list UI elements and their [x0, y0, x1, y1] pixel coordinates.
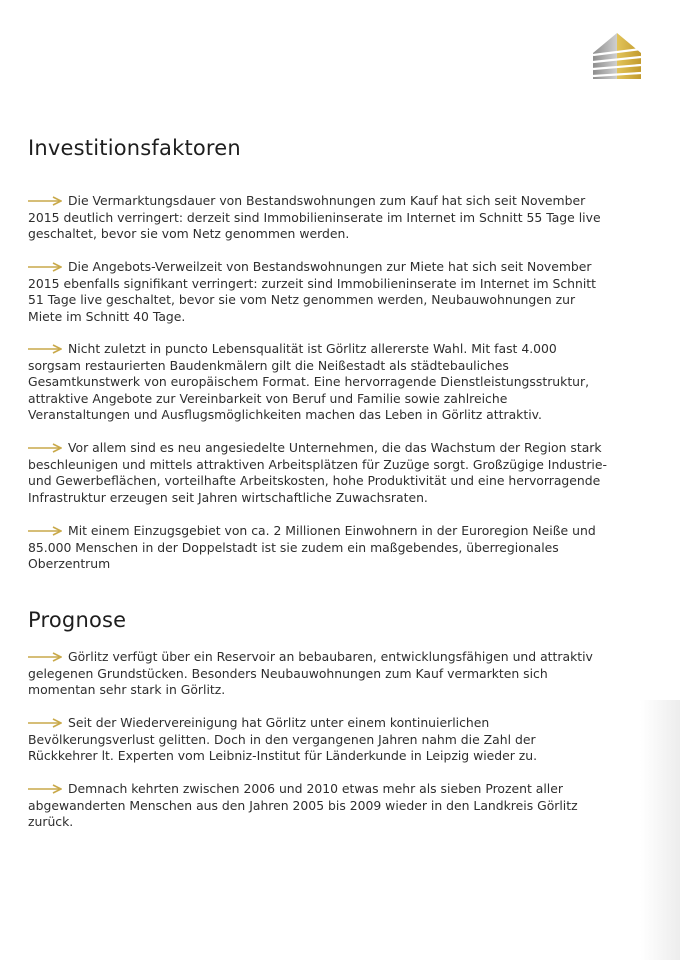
bullet-paragraph [28, 193, 608, 243]
section-title-investitionsfaktoren: Investitionsfaktoren [28, 136, 241, 160]
page-edge-shadow [640, 700, 680, 960]
bullet-paragraph [28, 259, 608, 325]
arrow-right-icon [28, 262, 62, 272]
bullet-paragraph [28, 781, 608, 831]
paragraph-text: Demnach kehrten zwischen 2006 und 2010 etwas mehr als sieben Prozent aller abgewanderten Menschen aus den Jahren 2005 bis 2009 wieder in den Landkreis Görlitz zurück. [28, 781, 578, 830]
paragraph-text: Vor allem sind es neu angesiedelte Unternehmen, die das Wachstum der Region stark beschleunigen und mittels attraktiven Arbeitsplätzen für Zuzüge sorgt. Großzügige Industrie- und Gewerbeflächen, vorteilhafte Arbeitskosten, hohe Produktivität und eine hervorragende Infrastruktur erzeugen seit Jahren wirtschaftliche Zuwachsraten. [28, 440, 607, 505]
arrow-right-icon [28, 196, 62, 206]
arrow-right-icon [28, 443, 62, 453]
paragraph-text: Görlitz verfügt über ein Reservoir an bebaubaren, entwicklungsfähigen und attraktiv gelegenen Grundstücken. Besonders Neubauwohnungen zum Kauf vermarkten sich momentan sehr stark in Görlitz. [28, 649, 593, 698]
arrow-right-icon [28, 526, 62, 536]
arrow-right-icon [28, 344, 62, 354]
bullet-paragraph [28, 440, 608, 506]
bullet-paragraph [28, 523, 608, 573]
paragraph-text: Seit der Wiedervereinigung hat Görlitz unter einem kontinuierlichen Bevölkerungsverlust gelitten. Doch in den vergangenen Jahren nahm die Zahl der Rückkehrer lt. Experten vom Leibniz-Institut für Länderkunde in Leipzig wieder zu. [28, 715, 538, 764]
paragraph-text: Die Vermarktungsdauer von Bestandswohnungen zum Kauf hat sich seit November 2015 deutlich verringert: derzeit sind Immobilieninserate im Internet im Schnitt 55 Tage live geschaltet, bevor sie vom Netz genommen werden. [28, 193, 601, 242]
bullet-paragraph [28, 715, 608, 765]
bullet-paragraph [28, 341, 608, 424]
arrow-right-icon [28, 718, 62, 728]
paragraph-text: Mit einem Einzugsgebiet von ca. 2 Millionen Einwohnern in der Euroregion Neiße und 85.000 Menschen in der Doppelstadt ist sie zudem ein maßgebendes, überregionales Oberzentrum [28, 523, 596, 572]
building-stripes-icon [593, 33, 641, 79]
paragraph-text: Die Angebots-Verweilzeit von Bestandswohnungen zur Miete hat sich seit November 2015 ebenfalls signifikant verringert: zurzeit sind Immobilieninserate im Internet im Schnitt 51 Tage live geschaltet, bevor sie vom Netz genommen werden, Neubauwohnungen zur Miete im Schnitt 40 Tage. [28, 259, 596, 324]
bullet-paragraph [28, 649, 608, 699]
paragraph-text: Nicht zuletzt in puncto Lebensqualität ist Görlitz allererste Wahl. Mit fast 4.000 sorgsam restaurierten Baudenkmälern gilt die Neißestadt als städtebauliches Gesamtkunstwerk von europäischem Format. Eine hervorragende Dienstleistungsstruktur, attraktive Angebote zur Vereinbarkeit von Beruf und Familie sowie zahlreiche Veranstaltungen und Ausflugsmöglichkeiten machen das Leben in Görlitz attraktiv. [28, 341, 590, 423]
section-title-prognose: Prognose [28, 608, 127, 632]
arrow-right-icon [28, 652, 62, 662]
arrow-right-icon [28, 784, 62, 794]
